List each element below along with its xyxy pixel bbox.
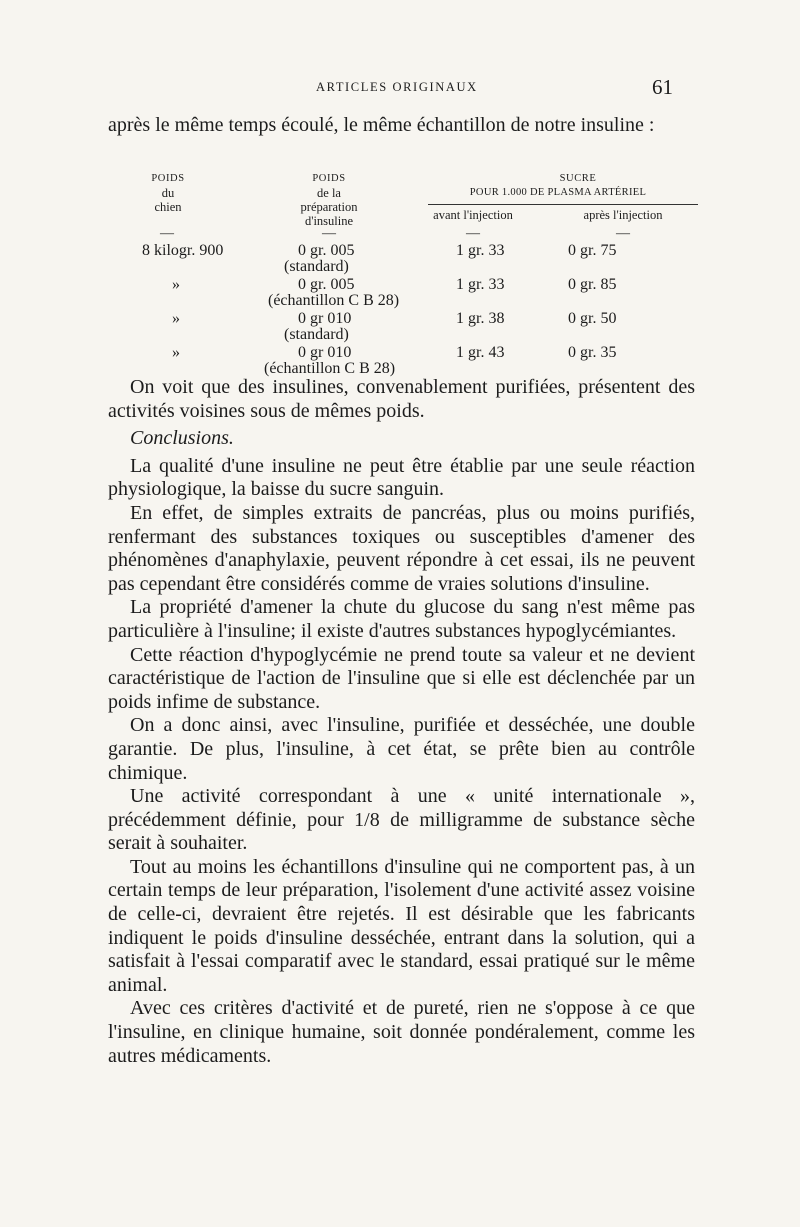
paragraph-1: On voit que des insulines, convenablement purifiées, présentent des activités voisines sous de mêmes poids. — [108, 376, 695, 422]
col3-dash: — — [466, 226, 480, 241]
page-number: 61 — [652, 75, 673, 99]
row1-weight: 8 kilogr. 900 — [142, 242, 224, 259]
paragraph-9: Avec ces critères d'activité et de pureté, rien ne s'oppose à ce que l'insuline, en clinique humaine, soit donnée pondéralement, comme les autres médicaments. — [108, 997, 695, 1067]
row4-before: 1 gr. 43 — [456, 344, 505, 361]
intro-text: après le même temps écoulé, le même échantillon de notre insuline : — [108, 114, 655, 136]
row4-weight: » — [172, 344, 180, 361]
paragraph-6: On a donc ainsi, avec l'insuline, purifiée et desséchée, une double garantie. De plus, l'insuline, à cet état, se prête bien au contrôle chimique. — [108, 714, 695, 784]
running-head — [0, 75, 800, 100]
paragraph-5: Cette réaction d'hypoglycémie ne prend toute sa valeur et ne devient caractéristique de l'action de l'insuline que si elle est déclenchée par un poids infime de substance. — [108, 643, 695, 713]
paragraph-4: La propriété d'amener la chute du glucose du sang n'est même pas particulière à l'insuline; il existe d'autres substances hypoglycémiantes. — [108, 596, 695, 642]
intro-paragraph — [108, 114, 695, 138]
row1-before: 1 gr. 33 — [456, 242, 505, 259]
row3-after: 0 gr. 50 — [568, 310, 617, 327]
col1-dash: — — [160, 226, 174, 241]
sugar-header: SUCRE — [559, 173, 597, 184]
row4-sample: (échantillon C B 28) — [264, 360, 396, 377]
body-paragraphs — [108, 376, 695, 1068]
row4-dose: 0 gr 010 — [298, 344, 352, 361]
col3-header: avant l'injection — [433, 208, 513, 222]
row3-dose: 0 gr 010 — [298, 310, 352, 327]
row3-sample: (standard) — [284, 326, 349, 343]
row4-after: 0 gr. 35 — [568, 344, 617, 361]
running-title: ARTICLES ORIGINAUX — [316, 80, 478, 94]
row2-sample: (échantillon C B 28) — [268, 292, 400, 309]
row2-before: 1 gr. 33 — [456, 276, 505, 293]
paragraph-3: En effet, de simples extraits de pancréas, plus ou moins purifiés, renfermant des substances toxiques ou susceptibles d'amener des phénomènes d'anaphylaxie, peuvent répondre à cet essai, ils ne peuvent pas cependant être considérés comme de vraies solutions d'insuline. — [108, 501, 695, 595]
row3-weight: » — [172, 310, 180, 327]
row2-weight: » — [172, 276, 180, 293]
col2-dash: — — [322, 226, 336, 241]
row3-before: 1 gr. 38 — [456, 310, 505, 327]
conclusions-heading: Conclusions. — [130, 427, 234, 450]
paragraph-2: La qualité d'une insuline ne peut être établie par une seule réaction physiologique, la baisse du sucre sanguin. — [108, 454, 695, 501]
col4-dash: — — [616, 226, 630, 241]
sugar-rule — [428, 204, 698, 205]
col1-header: POIDS du chien — [151, 173, 185, 214]
row1-after: 0 gr. 75 — [568, 242, 617, 259]
paragraph-7: Une activité correspondant à une « unité internationale », précédemment définie, pour 1/8 de milligramme de substance sèche serait à souhaiter. — [108, 785, 695, 855]
results-table — [108, 166, 708, 376]
row1-dose: 0 gr. 005 — [298, 242, 355, 259]
sugar-subheader: POUR 1.000 DE PLASMA ARTÉRIEL — [469, 187, 647, 198]
row2-dose: 0 gr. 005 — [298, 276, 355, 293]
paragraph-8: Tout au moins les échantillons d'insuline qui ne comportent pas, à un certain temps de leur préparation, l'isolement d'une activité assez voisine de celle-ci, devraient être rejetés. Il est désirable que les fabricants indiquent le poids d'insuline desséchée, entrant dans la solution, qui a satisfait à l'essai comparatif avec le standard, essai pratiqué sur le même animal. — [108, 855, 695, 996]
row2-after: 0 gr. 85 — [568, 276, 617, 293]
col2-header: POIDS de la préparation d'insuline — [300, 173, 358, 228]
row1-sample: (standard) — [284, 258, 349, 275]
col4-header: après l'injection — [583, 208, 663, 222]
